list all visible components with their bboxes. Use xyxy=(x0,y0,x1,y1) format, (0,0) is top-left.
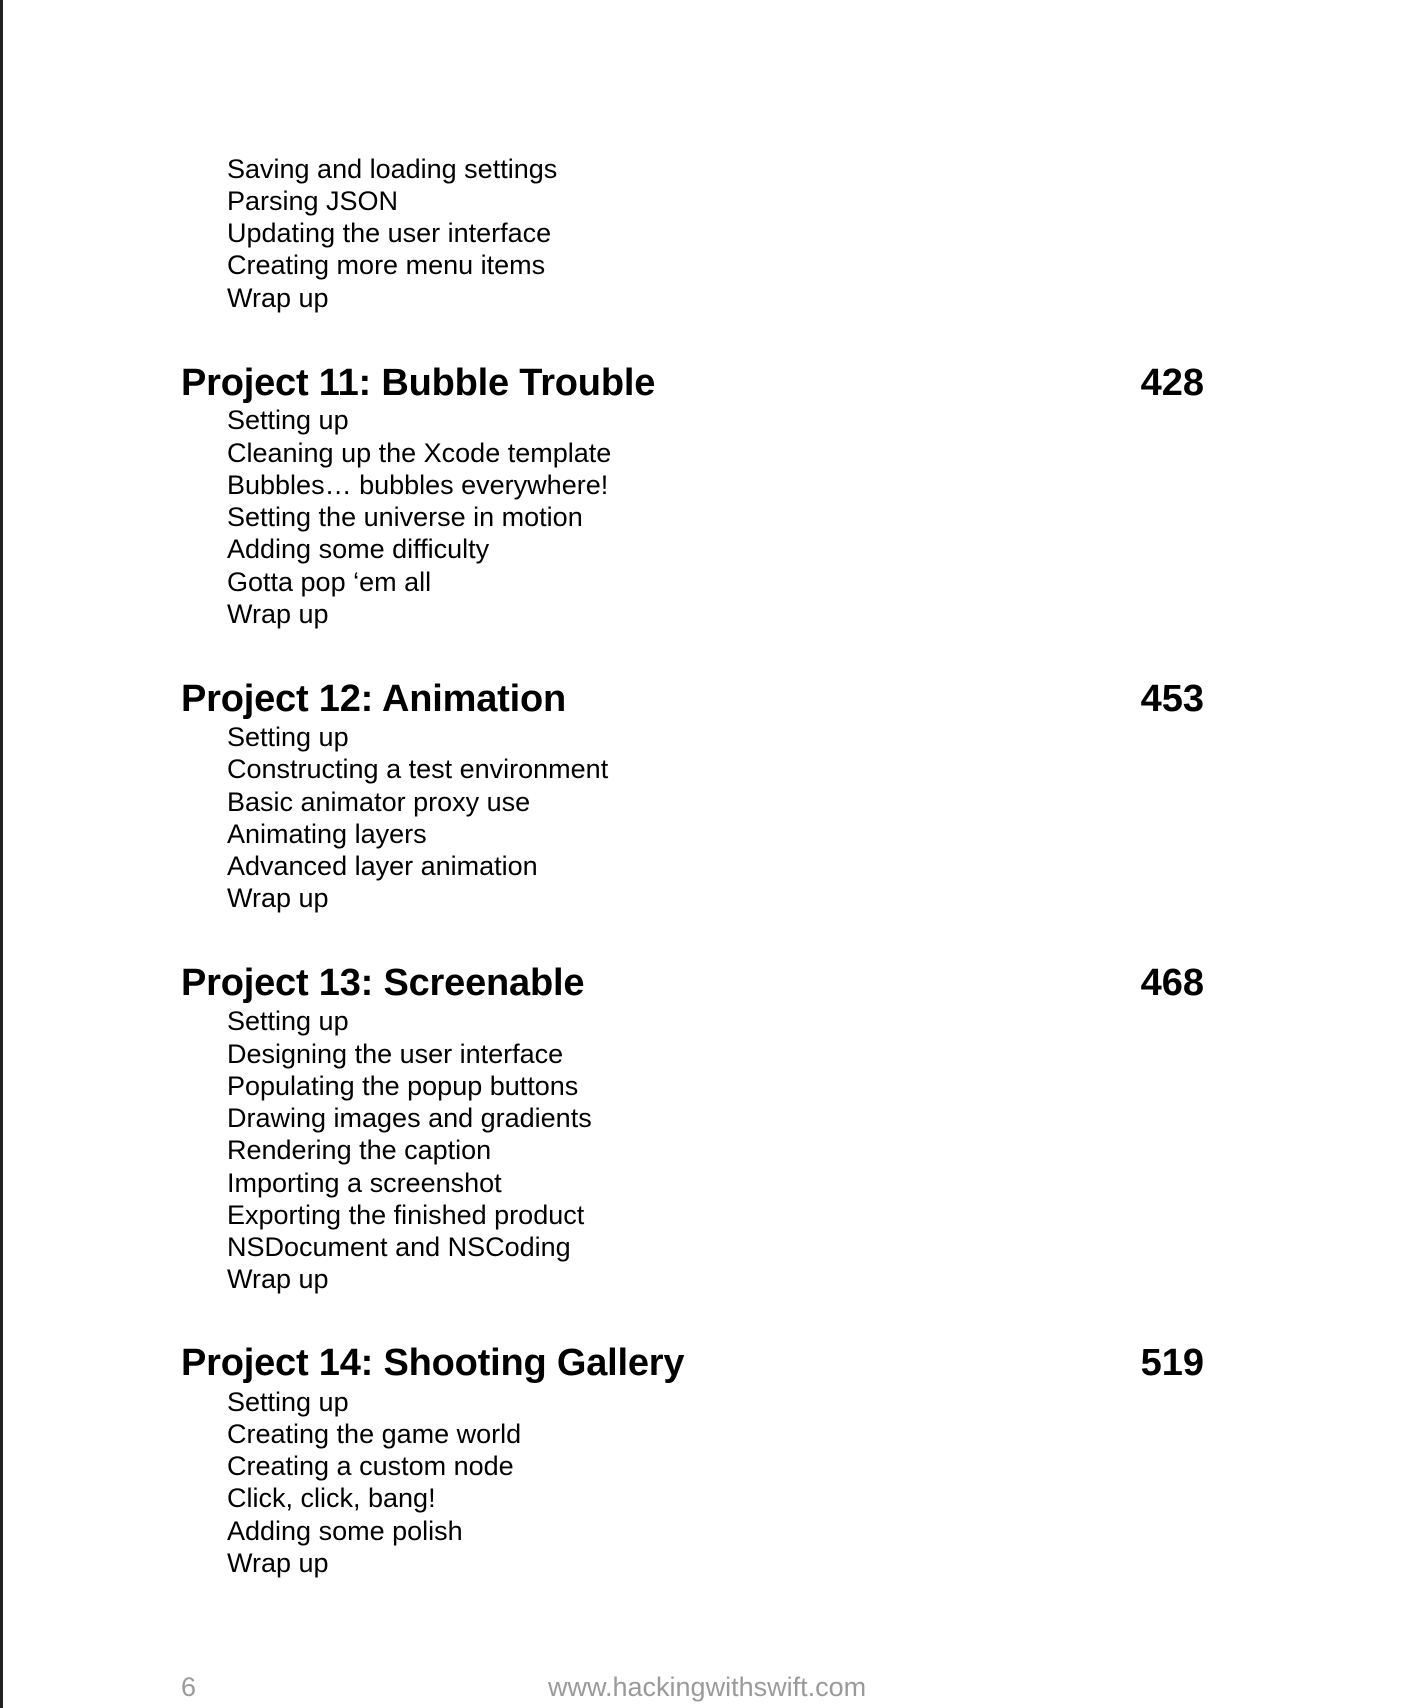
toc-item[interactable]: Setting up xyxy=(227,1387,349,1417)
toc-item[interactable]: Creating more menu items xyxy=(227,250,546,280)
toc-heading-project-13[interactable]: Project 13: Screenable xyxy=(181,962,585,1004)
toc-item[interactable]: Adding some polish xyxy=(227,1516,463,1546)
toc-item[interactable]: NSDocument and NSCoding xyxy=(227,1232,571,1262)
toc-item[interactable]: Advanced layer animation xyxy=(227,851,538,881)
toc-item[interactable]: Wrap up xyxy=(227,883,329,913)
toc-page-number: 468 xyxy=(1140,962,1204,1004)
toc-item[interactable]: Exporting the finished product xyxy=(227,1200,585,1230)
toc-item[interactable]: Updating the user interface xyxy=(227,218,552,248)
toc-item[interactable]: Importing a screenshot xyxy=(227,1168,502,1198)
toc-item[interactable]: Creating a custom node xyxy=(227,1451,514,1481)
toc-item[interactable]: Populating the popup buttons xyxy=(227,1071,579,1101)
footer-url[interactable]: www.hackingwithswift.com xyxy=(548,1672,867,1702)
toc-item[interactable]: Wrap up xyxy=(227,599,329,629)
toc-heading-project-14[interactable]: Project 14: Shooting Gallery xyxy=(181,1342,685,1384)
toc-page-number: 453 xyxy=(1140,678,1204,720)
toc-item[interactable]: Gotta pop ‘em all xyxy=(227,567,432,597)
toc-item[interactable]: Drawing images and gradients xyxy=(227,1103,592,1133)
toc-item[interactable]: Animating layers xyxy=(227,819,427,849)
toc-item[interactable]: Wrap up xyxy=(227,283,329,313)
toc-heading-project-11[interactable]: Project 11: Bubble Trouble xyxy=(181,362,656,404)
toc-item[interactable]: Wrap up xyxy=(227,1548,329,1578)
toc-item[interactable]: Setting up xyxy=(227,405,349,435)
toc-item[interactable]: Creating the game world xyxy=(227,1419,522,1449)
toc-heading-project-12[interactable]: Project 12: Animation xyxy=(181,678,567,720)
toc-item[interactable]: Basic animator proxy use xyxy=(227,787,531,817)
toc-item[interactable]: Bubbles… bubbles everywhere! xyxy=(227,470,609,500)
toc-page-number: 519 xyxy=(1140,1342,1204,1384)
toc-item[interactable]: Click, click, bang! xyxy=(227,1483,436,1513)
toc-item[interactable]: Setting the universe in motion xyxy=(227,502,583,532)
page-left-border xyxy=(0,0,3,1708)
footer-page-number: 6 xyxy=(181,1672,197,1702)
toc-item[interactable]: Cleaning up the Xcode template xyxy=(227,438,612,468)
toc-item[interactable]: Parsing JSON xyxy=(227,186,399,216)
toc-item[interactable]: Designing the user interface xyxy=(227,1039,564,1069)
toc-page-number: 428 xyxy=(1140,362,1204,404)
toc-item[interactable]: Adding some difficulty xyxy=(227,534,490,564)
toc-item[interactable]: Setting up xyxy=(227,722,349,752)
toc-item[interactable]: Constructing a test environment xyxy=(227,754,609,784)
toc-item[interactable]: Wrap up xyxy=(227,1264,329,1294)
toc-item[interactable]: Setting up xyxy=(227,1006,349,1036)
toc-item[interactable]: Saving and loading settings xyxy=(227,154,558,184)
toc-item[interactable]: Rendering the caption xyxy=(227,1135,492,1165)
